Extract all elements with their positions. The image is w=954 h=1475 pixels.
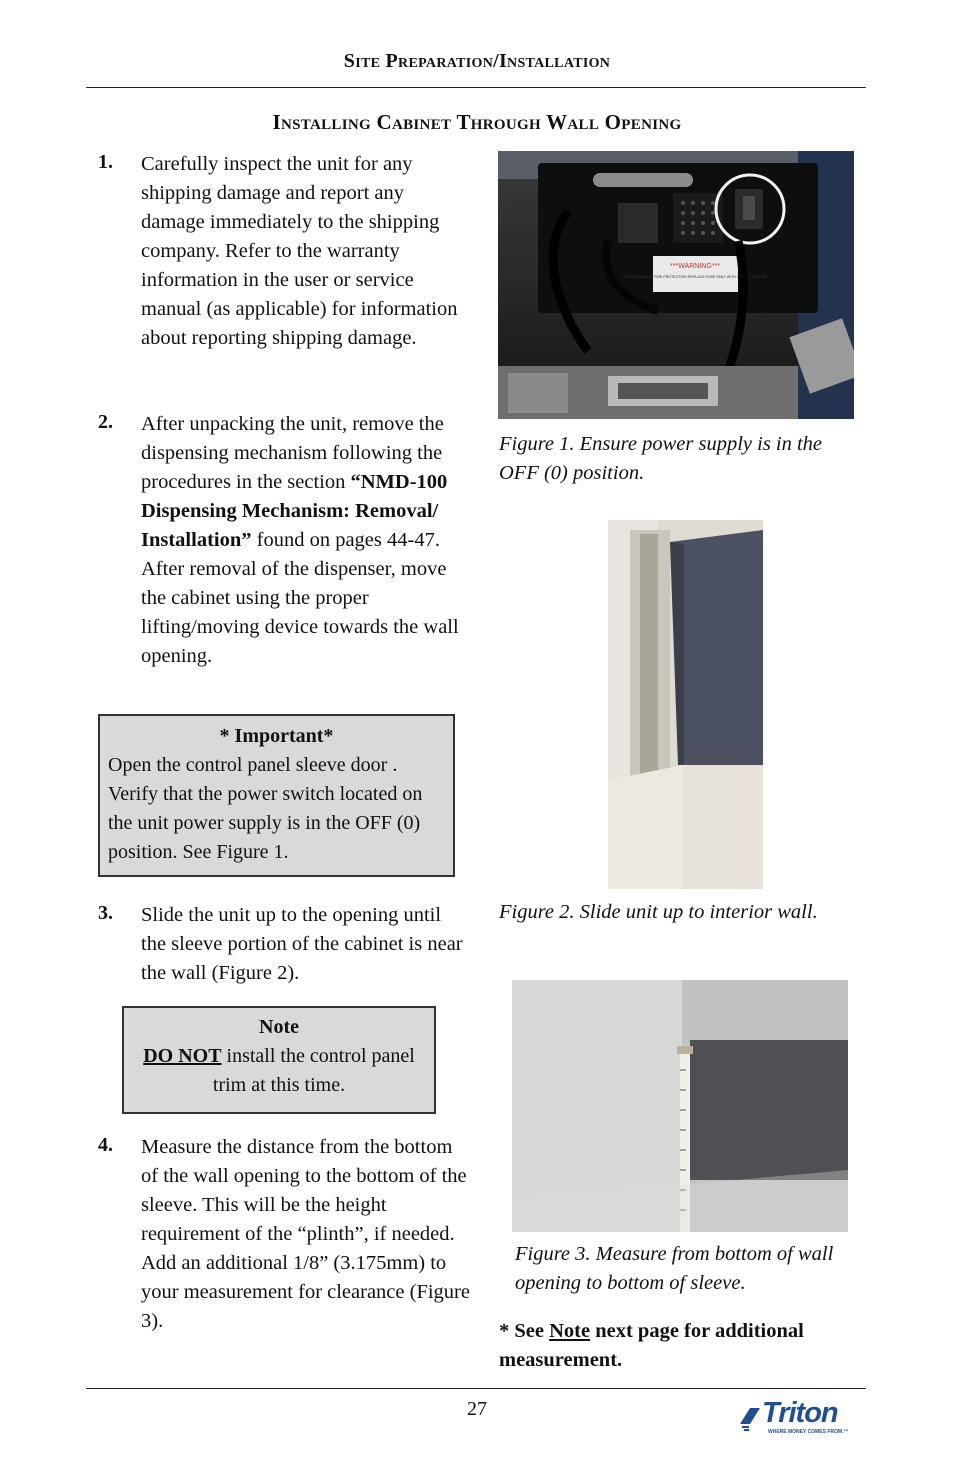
see-note — [499, 1317, 859, 1375]
brand-tagline: WHERE MONEY COMES FROM.™ — [768, 1429, 849, 1435]
figure-3-photo — [512, 980, 848, 1232]
note-text — [134, 1042, 424, 1100]
important-title: * Important* — [219, 725, 334, 747]
step-number: 1. — [98, 151, 113, 173]
triton-logo — [736, 1397, 866, 1442]
figure-2-photo — [608, 520, 763, 889]
note-text-part: install the control panel trim at this time. — [212, 1045, 415, 1096]
step-number: 3. — [98, 902, 113, 924]
warning-label: ***WARNING*** — [670, 263, 720, 270]
section-reference: “NMD-100 Dispensing Mechanism: Removal/ Installation” — [141, 471, 448, 551]
note-callout — [122, 1006, 436, 1114]
brand-name: Triton — [762, 1397, 838, 1429]
step-text-part: found on pages 44-47. After removal of the dispenser, move the cabinet using the proper lifting/moving device towards the wall opening. — [141, 529, 459, 667]
step-text: Measure the distance from the bottom of the wall opening to the bottom of the sleeve. This will be the height requirement of the “plinth”, if needed. Add an additional 1/8” (3.175mm) to your measurement for clearance (Figure 3). — [141, 1136, 470, 1332]
note-emphasis: DO NOT — [143, 1045, 222, 1067]
note-title: Note — [259, 1016, 299, 1038]
step-text: Carefully inspect the unit for any shipping damage and report any damage immediately to the shipping company. Refer to the warranty information in the user or service manual (as applicable) for information about reporting shipping damage. — [141, 153, 458, 349]
section-title: Installing Cabinet Through Wall Opening — [272, 110, 682, 134]
figure-1-photo — [498, 151, 854, 419]
page-number: 27 — [467, 1398, 487, 1420]
step-text-part: After unpacking the unit, remove the dispensing mechanism following the procedures in the section — [141, 413, 444, 493]
warning-label-text: FOR CONTINUED FIRE PROTECTION REPLACE FUSE ONLY WITH 250 VAC 5A FUSE — [623, 275, 767, 279]
step-text: Slide the unit up to the opening until the sleeve portion of the cabinet is near the wall (Figure 2). — [141, 904, 463, 984]
important-text: Open the control panel sleeve door . Verify that the power switch located on the unit power supply is in the OFF (0) position. See Figure 1. — [108, 754, 423, 863]
step-number: 2. — [98, 411, 113, 433]
step-text — [141, 410, 471, 671]
header-rule — [86, 87, 866, 88]
page-header: Site Preparation/Installation — [343, 50, 611, 72]
important-callout — [98, 714, 455, 877]
see-note-suffix: next page for additional measurement. — [499, 1320, 804, 1371]
see-note-link[interactable]: Note — [549, 1320, 591, 1342]
figure-1-caption: Figure 1. Ensure power supply is in the OFF (0) position. — [499, 433, 823, 484]
step-number: 4. — [98, 1134, 113, 1156]
figure-2-caption: Figure 2. Slide unit up to interior wall. — [499, 901, 818, 923]
figure-3-caption: Figure 3. Measure from bottom of wall opening to bottom of sleeve. — [515, 1243, 834, 1294]
see-note-prefix: * See — [499, 1320, 550, 1342]
footer-rule — [86, 1388, 866, 1389]
